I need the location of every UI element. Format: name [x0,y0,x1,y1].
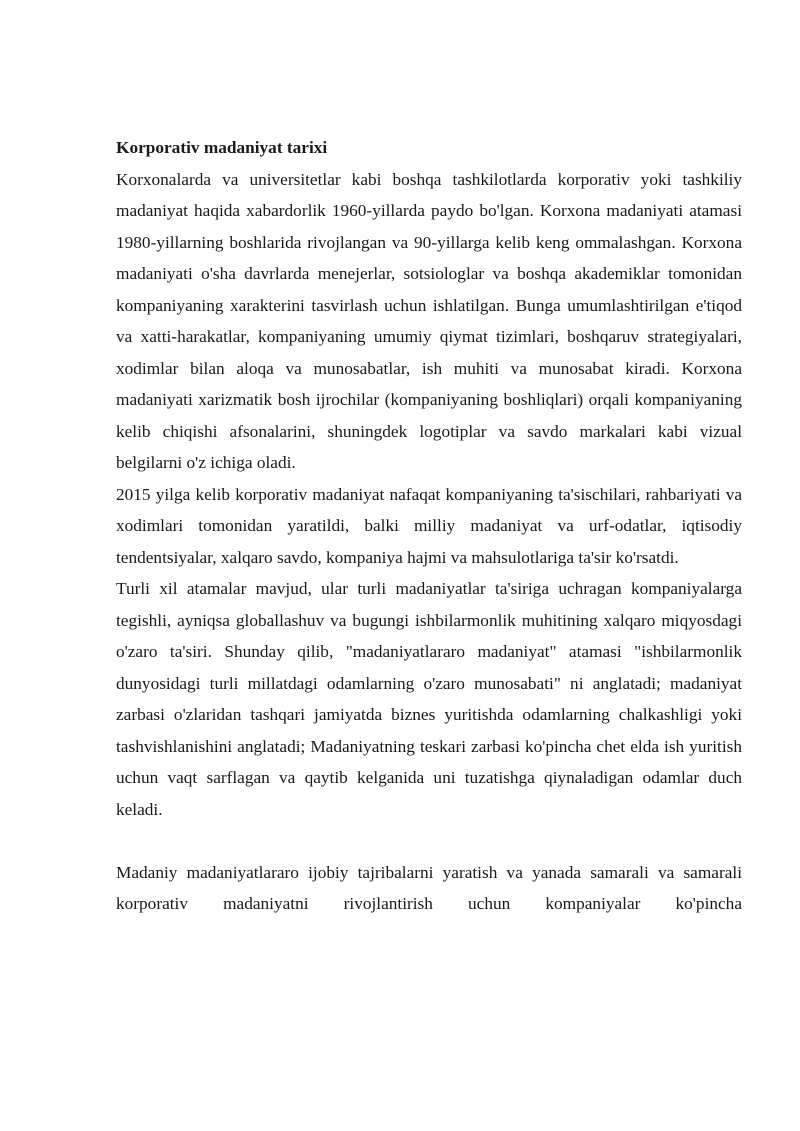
blank-line [116,825,742,857]
paragraph-terms: Turli xil atamalar mavjud, ular turli madaniyatlar ta'siriga uchragan kompaniyalarga tegishli, ayniqsa globallashuv va bugungi ishbilarmonlik muhitining xalqaro miqyosdagi o'zaro ta'siri. Shunday qilib, "madaniyatlararo madaniyat" atamasi "ishbilarmonlik dunyosidagi turli millatdagi odamlarning o'zaro munosabati" ni anglatadi; madaniyat zarbasi o'zlaridan tashqari jamiyatda biznes yuritishda odamlarning chalkashligi yoki tashvishlanishini anglatadi; Madaniyatning teskari zarbasi ko'pincha chet elda ish yuritish uchun vaqt sarflagan va qaytib kelganida uni tuzatishga qiynaladigan odamlar duch keladi. [116,579,742,819]
document-page [116,132,742,920]
document-title: Korporativ madaniyat tarixi [116,138,328,157]
paragraph-history: Korxonalarda va universitetlar kabi boshqa tashkilotlarda korporativ yoki tashkiliy madaniyat haqida xabardorlik 1960-yillarda paydo bo'lgan. Korxona madaniyati atamasi 1980-yillarning boshlarida rivojlangan va 90-yillarga kelib keng ommalashgan. Korxona madaniyati o'sha davrlarda menejerlar, sotsiologlar va boshqa akademiklar tomonidan kompaniyaning xarakterini tasvirlash uchun ishlatilgan. Bunga umumlashtirilgan e'tiqod va xatti-harakatlar, kompaniyaning umumiy qiymat tizimlari, boshqaruv strategiyalari, xodimlar bilan aloqa va munosabatlar, ish muhiti va munosabat kiradi. Korxona madaniyati xarizmatik bosh ijrochilar (kompaniyaning boshliqlari) orqali kompaniyaning kelib chiqishi afsonalarini, shuningdek logotiplar va savdo markalari kabi vizual belgilarni o'z ichiga oladi. [116,169,742,472]
paragraph-2015: 2015 yilga kelib korporativ madaniyat nafaqat kompaniyaning ta'sischilari, rahbariyati va xodimlari tomonidan yaratildi, balki milliy madaniyat va urf-odatlar, iqtisodiy tendentsiyalar, xalqaro savdo, kompaniya hajmi va mahsulotlariga ta'sir ko'rsatdi. [116,484,742,567]
paragraph-continued: Madaniy madaniyatlararo ijobiy tajribalarni yaratish va yanada samarali va samarali korporativ madaniyatni rivojlantirish uchun kompaniyalar ko'pincha [116,862,742,913]
